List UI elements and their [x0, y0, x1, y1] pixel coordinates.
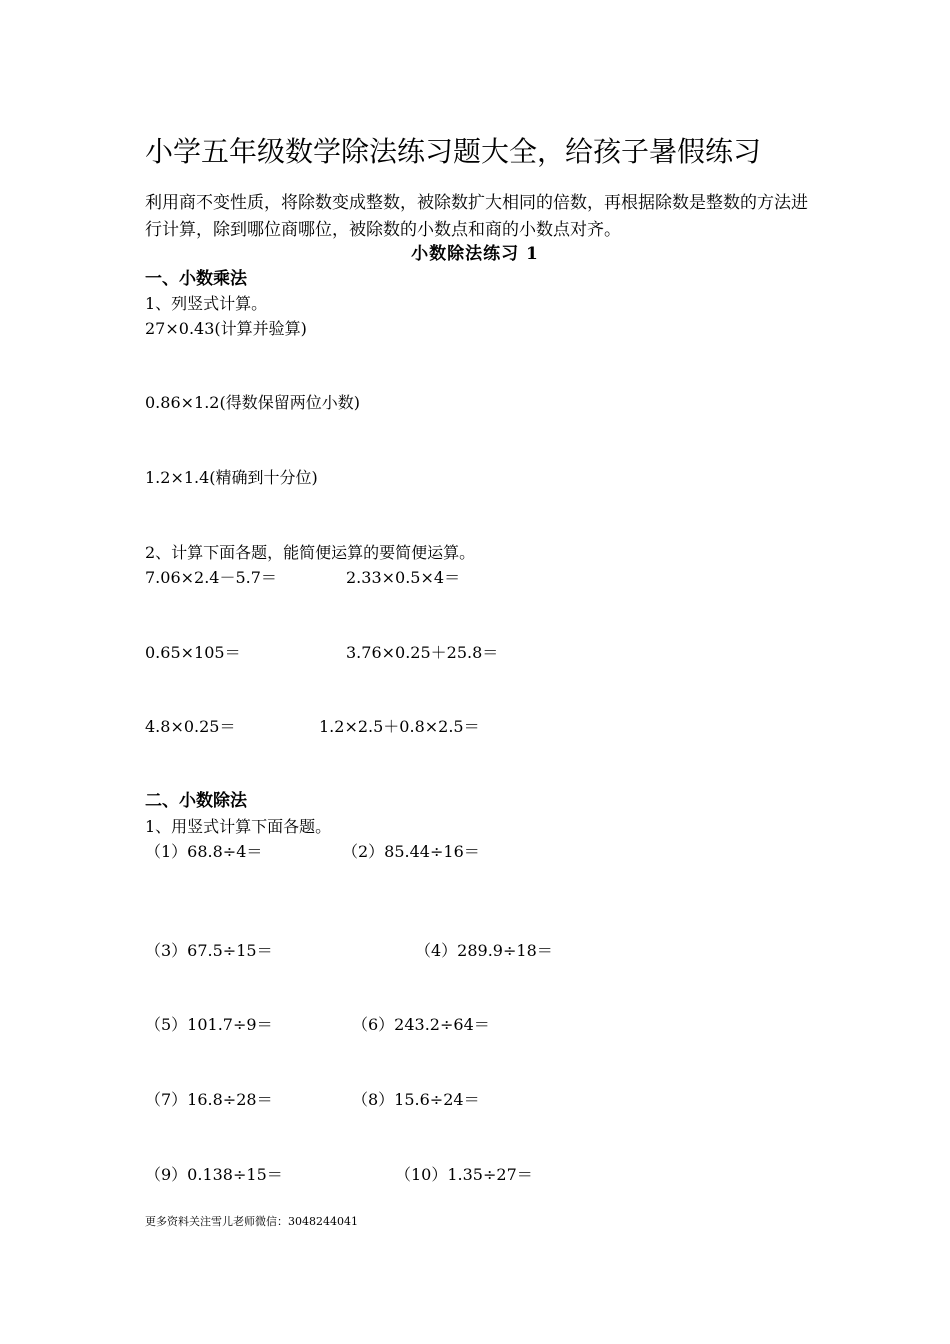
exercise-item: （6）243.2÷64＝ — [352, 1015, 490, 1034]
exercise-item: （1）68.8÷4＝ — [145, 842, 263, 861]
exercise-item: （7）16.8÷28＝ — [145, 1090, 273, 1109]
question-label: 2、计算下面各题，能简便运算的要简便运算。 — [145, 543, 476, 562]
exercise-item: 0.86×1.2(得数保留两位小数) — [145, 393, 360, 412]
exercise-item: （3）67.5÷15＝ — [145, 941, 273, 960]
exercise-item: （10）1.35÷27＝ — [395, 1165, 533, 1184]
exercise-item: （2）85.44÷16＝ — [342, 842, 480, 861]
footer-note: 更多资料关注雪儿老师微信：3048244041 — [145, 1215, 358, 1228]
exercise-item: 1.2×2.5＋0.8×2.5＝ — [319, 717, 480, 736]
question-label: 1、列竖式计算。 — [145, 294, 268, 313]
section-heading-multiplication: 一、小数乘法 — [145, 269, 247, 289]
page-title: 小学五年级数学除法练习题大全，给孩子暑假练习 — [145, 135, 762, 168]
section-heading-division: 二、小数除法 — [145, 791, 247, 811]
exercise-item: 7.06×2.4－5.7＝ — [145, 568, 277, 587]
exercise-item: （8）15.6÷24＝ — [352, 1090, 480, 1109]
exercise-item: 0.65×105＝ — [145, 643, 241, 662]
exercise-item: 27×0.43(计算并验算) — [145, 319, 307, 338]
exercise-item: 4.8×0.25＝ — [145, 717, 236, 736]
worksheet-subtitle: 小数除法练习 1 — [411, 244, 539, 264]
exercise-item: （4）289.9÷18＝ — [415, 941, 553, 960]
exercise-item: 2.33×0.5×4＝ — [346, 568, 461, 587]
intro-paragraph: 利用商不变性质，将除数变成整数，被除数扩大相同的倍数，再根据除数是整数的方法进行计算，除到哪位商哪位，被除数的小数点和商的小数点对齐。 — [145, 193, 808, 240]
exercise-item: 1.2×1.4(精确到十分位) — [145, 468, 318, 487]
exercise-item: （9）0.138÷15＝ — [145, 1165, 283, 1184]
exercise-item: （5）101.7÷9＝ — [145, 1015, 273, 1034]
question-label: 1、用竖式计算下面各题。 — [145, 817, 332, 836]
exercise-item: 3.76×0.25＋25.8＝ — [346, 643, 499, 662]
